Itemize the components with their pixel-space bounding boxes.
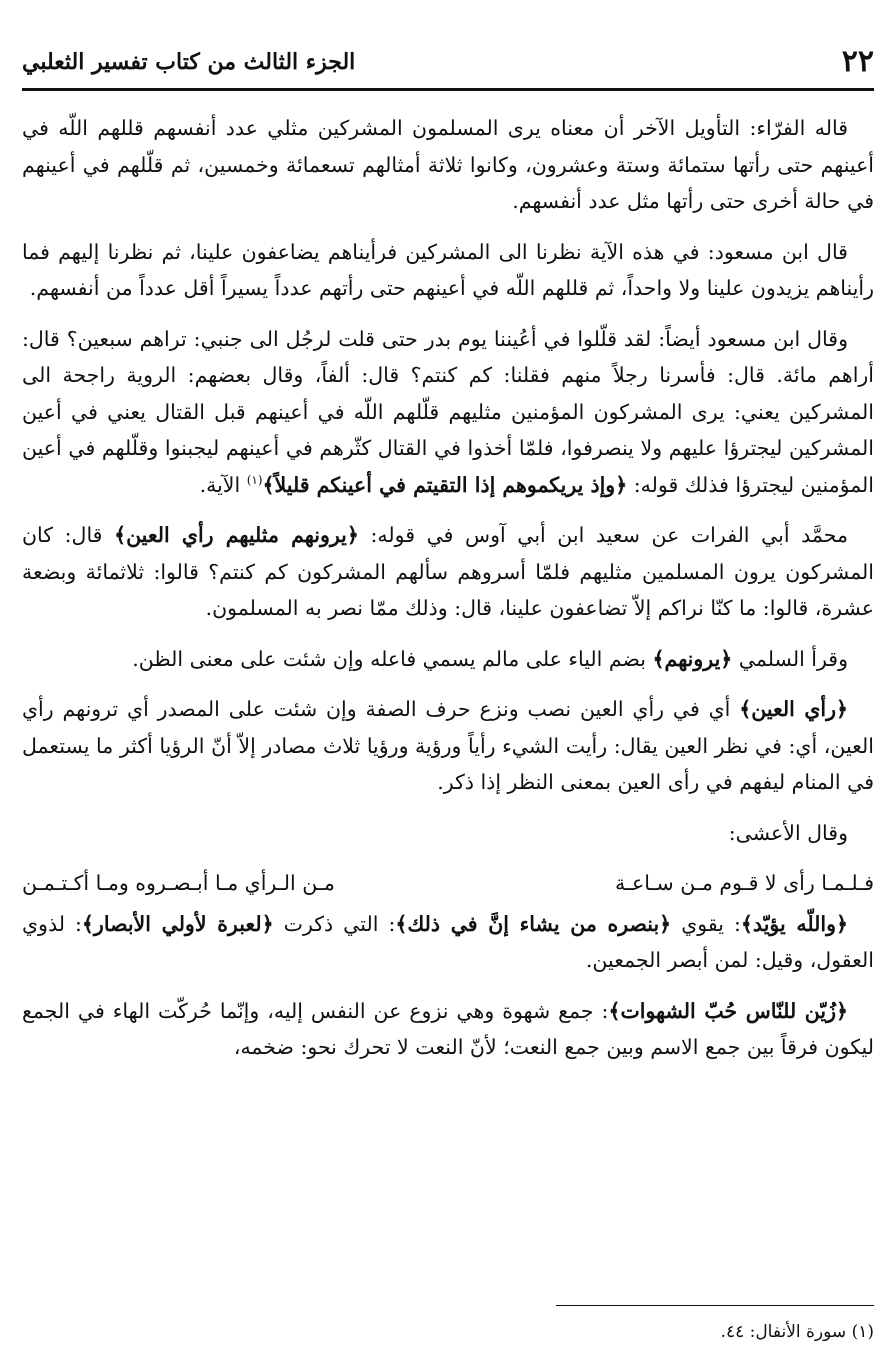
verse-second-hemistich: مـن الـرأي مـا أبـصـروه ومـا أكـتـمـن [22,871,335,895]
paragraph-9 [22,993,874,1066]
page-header [22,30,874,86]
paragraph-3-text: وقال ابن مسعود أيضاً: لقد قلّلوا في أعُيننا يوم بدر حتى قلت لرجُل الى جنبي: تراهم سبعين؟ قال: أراهم مائة. قال: فأسرنا رجلاً منهم فقلنا: كم كنتم؟ قال: ألفاً، وقال بعضهم: الروية راجحة الى المشركين يعني: يرى المشركون المؤمنين مثليهم قلّلهم اللّه في أعينهم قبل القتال يعني في أعين المشركين ليجترؤا عليهم ولا ينصرفوا، فلمّا أخذوا في القتال كثّرهم في أعينهم ليجبنوا وقلّلهم في أعين المؤمنين ليجترؤا فذلك قوله: [22,326,874,497]
footnote [721,1320,874,1344]
paragraph-4-after: قال: كان المشركون يرون المسلمين مثليهم فلمّا أسروهم سألهم المشركون كم كنتم؟ قالوا: ثلاثمائة وبضعة عشرة، قالوا: ما كنّا نراكم إلاّ تضاعفون علينا، قال: وذلك ممّا نصر به المسلمون. [22,523,874,620]
quran-quote: ﴿وإذ يريكموهم إذا التقيتم في أعينكم قليلاً﴾ [262,472,628,497]
quran-quote: ﴿لعبرة لأولي الأبصار﴾ [81,911,274,936]
header-rule [22,88,874,91]
page-body [22,110,874,1080]
quran-quote: ﴿رأي العين﴾ [739,697,848,721]
quran-quote: ﴿زُيّن للنّاس حُبّ الشهوات﴾ [608,998,849,1023]
quran-quote: ﴿واللّه يؤيّد﴾ [740,911,848,936]
quran-quote: ﴿بنصره من يشاء إنَّ في ذلك﴾ [395,911,672,936]
footnote-text: سورة الأنفال: ٤٤. [720,1322,847,1342]
paragraph-2: قال ابن مسعود: في هذه الآية نظرنا الى المشركين فرأيناهم يضاعفون علينا، ثم نظرنا إليهم فما رأيناهم يزيدون علينا ولا واحداً، ثم قللهم اللّه في أعينهم حتى رأتهم عدداً يسيراً أقل عدداً من أنفسهم. [22,239,874,300]
paragraph-5 [22,641,874,678]
verse-first-hemistich: فـلـمـا رأى لا قـوم مـن سـاعـة [615,871,874,895]
paragraph-9-after: : جمع شهوة وهي نزوع عن النفس إليه، وإنّما حُركّت الهاء في الجمع ليكون فرقاً بين جمع الاسم وبين جمع النعت؛ لأنّ النعت لا تحرك نحو: ضخمه، [22,998,874,1059]
paragraph-3 [22,321,874,504]
paragraph-6-after: أي في رأي العين نصب ونزع حرف الصفة وإن شئت على المصدر أي ترونهم رأي العين، أي: في نظر العين يقال: رأيت الشيء رأياً ورؤية ورؤيا ثلاث مصادر إلاّ أنّ الرؤيا أكثر ما يستعمل في المنام ليفهم في رأى العين بمعنى النظر إذا ذكر. [22,697,874,794]
footnote-rule [556,1305,874,1306]
quran-quote: ﴿يرونهم مثليهم رأي العين﴾ [114,523,359,547]
paragraph-4-text: محمَّد أبي الفرات عن سعيد ابن أبي آوس في قوله: [358,523,848,547]
paragraph-8-t3: : لذوي العقول، وقيل: لمن أبصر الجمعين. [22,911,874,972]
paragraph-6 [22,691,874,801]
footnote-number: (١) [851,1322,874,1342]
paragraph-3-after: الآية. [199,472,247,497]
poetry-verse [22,865,874,902]
paragraph-4 [22,517,874,627]
quran-quote: ﴿يرونهم﴾ [652,646,733,671]
paragraph-5-after: بضم الياء على مالم يسمي فاعله وإن شئت على معنى الظن. [132,646,653,671]
paragraph-1: قاله الفرّاء: التأويل الآخر أن معناه يرى المسلمون المشركين مثلي عدد أنفسهم قللهم اللّه في أعينهم حتى رأتها ستمائة وستة وعشرون، وكانوا ثلاثة أمثالهم تسعمائة وخمسين، ثم قلّلهم في أعينهم في حالة أخرى حتى رأتها مثل عدد أنفسهم. [22,116,874,213]
paragraph-5-text: وقرأ السلمي [732,646,848,671]
paragraph-8-t2: : التي ذكرت [273,911,396,936]
page-number: ٢٢ [841,44,874,79]
paragraph-8 [22,906,874,979]
paragraph-7: وقال الأعشى: [728,820,848,845]
running-title: الجزء الثالث من كتاب تفسير الثعلبي [22,49,356,75]
paragraph-8-t1: : يقوي [671,911,741,936]
book-page [22,30,874,1350]
footnote-marker: (١) [246,472,263,487]
